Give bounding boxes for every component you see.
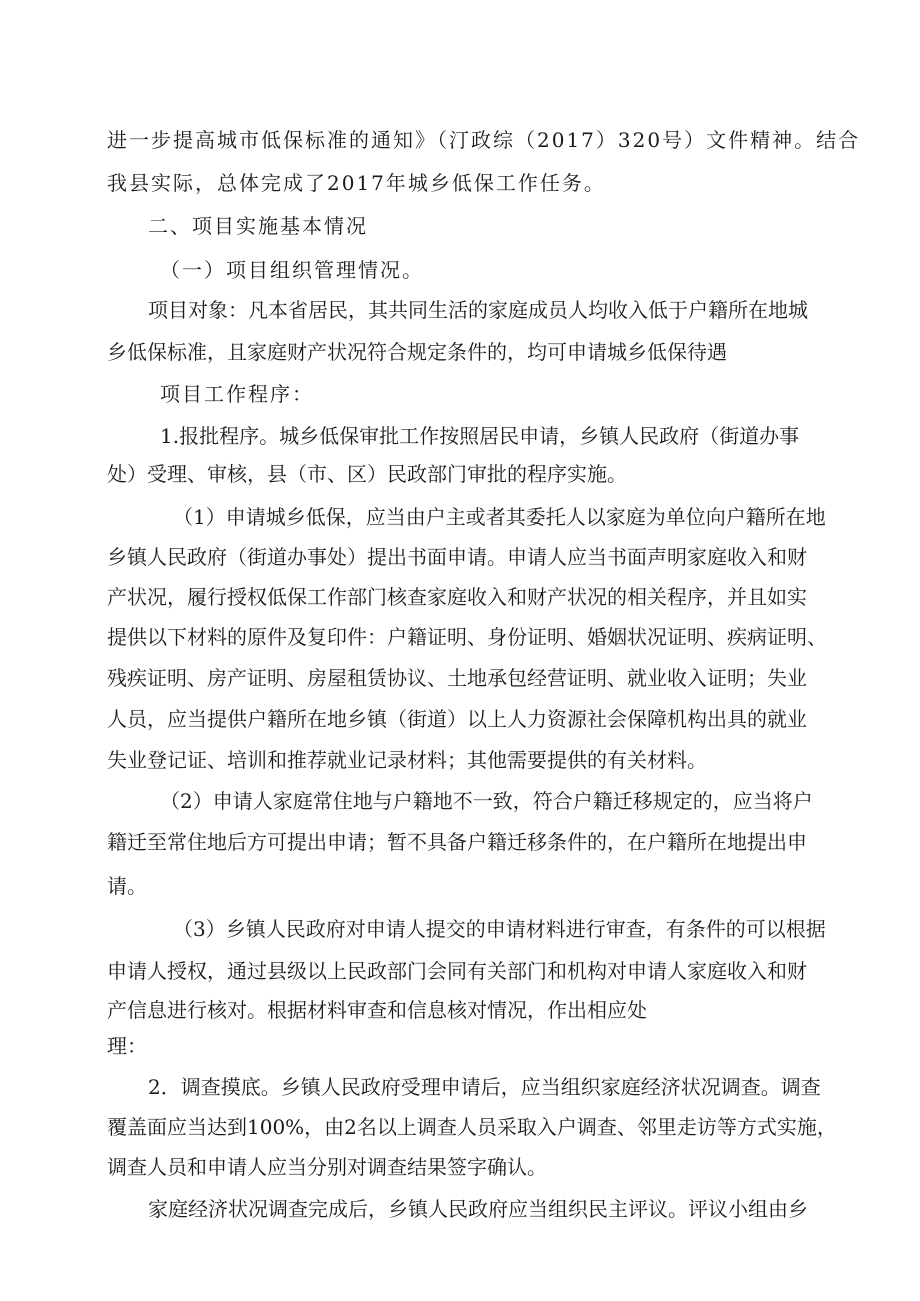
- body-text-line: 覆盖面应当达到100%，由2名以上调查人员采取入户调查、邻里走访等方式实施，: [107, 1115, 837, 1139]
- body-text-line: 我县实际，总体完成了2017年城乡低保工作任务。: [107, 171, 606, 195]
- body-text-line: 产状况，履行授权低保工作部门核查家庭收入和财产状况的相关程序，并且如实: [107, 585, 807, 609]
- body-text-line: 请。: [107, 874, 147, 898]
- body-text-line: 项目对象：凡本省居民，其共同生活的家庭成员人均收入低于户籍所在地城: [148, 298, 808, 322]
- body-text-line: 乡镇人民政府（街道办事处）提出书面申请。申请人应当书面声明家庭收入和财: [107, 545, 807, 569]
- body-text-line: （3）乡镇人民政府对申请人提交的申请材料进行审查，有条件的可以根据: [173, 917, 826, 941]
- body-text-line: 处）受理、审核，县（市、区）民政部门审批的程序实施。: [107, 462, 627, 486]
- body-text-line: 申请人授权，通过县级以上民政部门会同有关部门和机构对申请人家庭收入和财: [107, 959, 807, 983]
- body-text-line: 项目工作程序：: [160, 382, 314, 406]
- subsection-heading: （一）项目组织管理情况。: [160, 258, 424, 282]
- body-text-line: （2）申请人家庭常住地与户籍地不一致，符合户籍迁移规定的，应当将户: [160, 789, 813, 813]
- body-text-line: 失业登记证、培训和推荐就业记录材料；其他需要提供的有关材料。: [107, 748, 707, 772]
- body-text-line: 进一步提高城市低保标准的通知》（汀政综（2017）320号）文件精神。结合: [107, 128, 861, 152]
- body-text-line: 产信息进行核对。根据材料审查和信息核对情况，作出相应处: [107, 998, 647, 1022]
- body-text-line: 残疾证明、房产证明、房屋租赁协议、土地承包经营证明、就业收入证明；失业: [107, 666, 807, 690]
- body-text-line: 提供以下材料的原件及复印件：户籍证明、身份证明、婚姻状况证明、疾病证明、: [107, 625, 827, 649]
- body-text-line: 籍迁至常住地后方可提出申请；暂不具备户籍迁移条件的，在户籍所在地提出申: [107, 830, 807, 854]
- body-text-line: （1）申请城乡低保，应当由户主或者其委托人以家庭为单位向户籍所在地: [173, 505, 826, 529]
- body-text-line: 调查人员和申请人应当分别对调查结果签字确认。: [107, 1155, 547, 1179]
- body-text-line: 2．调查摸底。乡镇人民政府受理申请后，应当组织家庭经济状况调查。调查: [148, 1075, 821, 1099]
- body-text-line: 1.报批程序。城乡低保审批工作按照居民申请，乡镇人民政府（街道办事: [160, 424, 800, 448]
- section-heading: 二、项目实施基本情况: [148, 214, 368, 238]
- body-text-line: 家庭经济状况调查完成后，乡镇人民政府应当组织民主评议。评议小组由乡: [148, 1197, 808, 1221]
- body-text-line: 乡低保标准，且家庭财产状况符合规定条件的，均可申请城乡低保待遇: [107, 340, 727, 364]
- body-text-line: 理：: [107, 1034, 147, 1058]
- body-text-line: 人员，应当提供户籍所在地乡镇（街道）以上人力资源社会保障机构出具的就业: [107, 707, 807, 731]
